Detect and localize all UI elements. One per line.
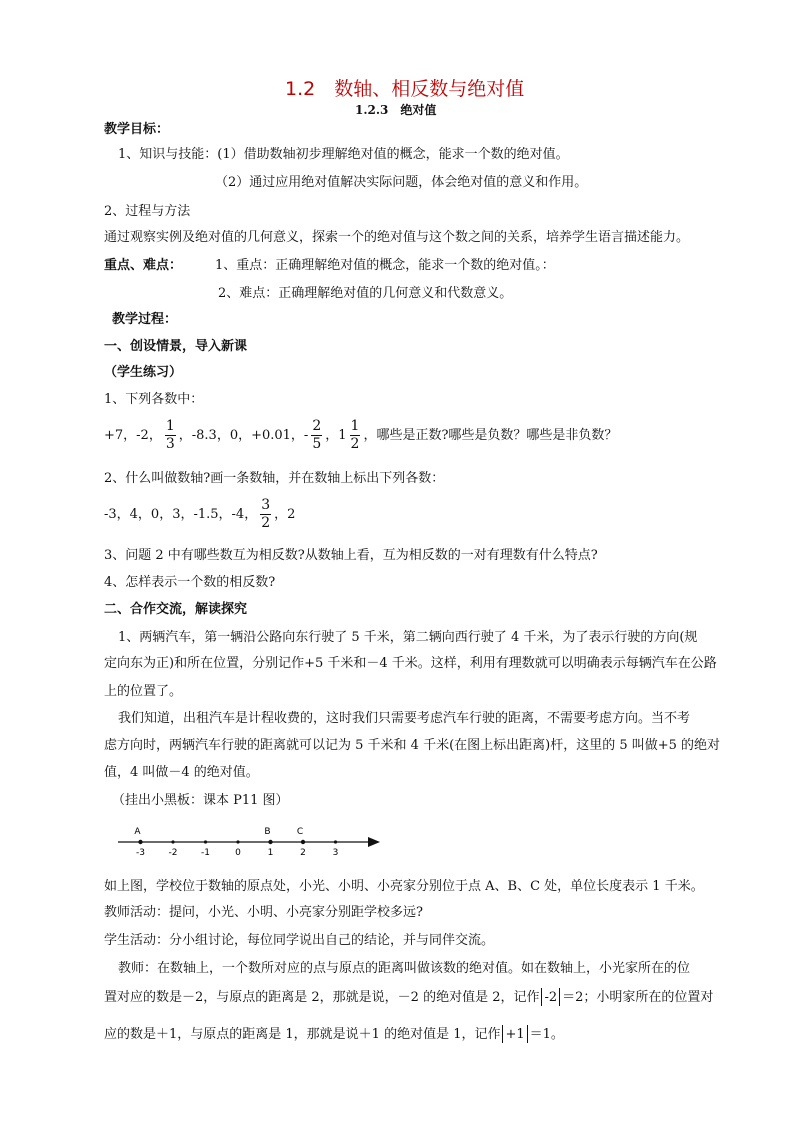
goal-2-text: 通过观察实例及绝对值的几何意义，探索一个的绝对值与这个数之间的关系，培养学生语言描述能力。 <box>104 230 690 245</box>
paragraph-4-line-3 <box>104 1025 564 1043</box>
paragraph-2-line-2: 虑方向时，两辆汽车行驶的距离就可以记为 5 千米和 4 千米(在图上标出距离)杆，这里的 5 叫做+5 的绝对 <box>104 738 721 753</box>
point-c-marker <box>301 840 305 844</box>
question-1-list <box>104 418 617 453</box>
question-1: 1、下列各数中： <box>104 392 204 407</box>
fraction-denominator: 2 <box>261 515 271 531</box>
process-heading: 教学过程： <box>112 312 178 327</box>
fraction-numerator: 1 <box>350 418 360 434</box>
goals-heading: 教学目标： <box>104 122 170 137</box>
teacher-activity: 教师活动：提问，小光、小明、小亮家分别距学校多远? <box>104 905 423 920</box>
abs-value-inner: +1 <box>505 1026 525 1042</box>
goal-1b: （2）通过应用绝对值解决实际问题，体会绝对值的意义和作用。 <box>215 175 588 190</box>
axis-tick <box>334 840 337 843</box>
abs-bar-left <box>502 1025 503 1043</box>
axis-tick-label: 0 <box>235 848 241 858</box>
list-text: +7，-2， <box>104 428 162 443</box>
list-text: ，1 <box>325 428 347 443</box>
paragraph-2-line-1: 我们知道，出租汽车是计程收费的，这时我们只需要考虑汽车行驶的距离，不需要考虑方向。当不考 <box>118 711 691 726</box>
fraction-denominator: 5 <box>312 436 322 452</box>
question-2-list <box>104 497 295 532</box>
list-text: ，-8.3，0，+0.01，- <box>178 428 309 443</box>
fraction-one-half <box>350 418 361 453</box>
text-segment: 置对应的数是－2，与原点的距离是 2，那就是说，－2 的绝对值是 2，记作 <box>104 989 540 1005</box>
student-activity: 学生活动：分小组讨论，每位同学说出自己的结论，并与同伴交流。 <box>104 933 495 948</box>
fraction-one-third <box>165 418 176 453</box>
question-2: 2、什么叫做数轴?画一条数轴，并在数轴上标出下列各数： <box>104 471 445 486</box>
page-title: 1.2 数轴、相反数与绝对值 <box>285 78 525 100</box>
paragraph-1-line-2: 定向东为正)和所在位置，分别记作+5 千米和－4 千米。这样，利用有理数就可以明确表示每辆汽车在公路 <box>104 656 717 671</box>
point-a-marker <box>138 840 142 844</box>
paragraph-3: 如上图，学校位于数轴的原点处，小光、小明、小亮家分别位于点 A、B、C 处，单位长度表示 1 千米。 <box>104 879 704 894</box>
point-b-label: B <box>264 827 271 837</box>
abs-bar-left <box>541 988 542 1006</box>
list-text: ，2 <box>274 507 296 522</box>
paragraph-1-line-1: 1、两辆汽车，第一辆沿公路向东行驶了 5 千米，第二辆向西行驶了 4 千米，为了表示行驶的方向(规 <box>118 630 698 645</box>
fraction-denominator: 3 <box>165 436 175 452</box>
fraction-two-fifths <box>311 418 322 453</box>
key-label: 重点、难点： <box>104 258 183 273</box>
paragraph-1-line-3: 上的位置了。 <box>104 684 183 699</box>
abs-bar-right <box>559 988 560 1006</box>
point-c-label: C <box>296 827 304 837</box>
fraction-numerator: 2 <box>312 418 322 434</box>
axis-tick-label: -1 <box>201 848 210 858</box>
goal-1: 1、知识与技能：(1）借助数轴初步理解绝对值的概念，能求一个数的绝对值。 <box>118 147 569 162</box>
question-4: 4、怎样表示一个数的相反数? <box>104 575 276 590</box>
paragraph-4-line-1: 教师：在数轴上，一个数所对应的点与原点的距离叫做该数的绝对值。如在数轴上，小光家所在的位 <box>118 961 691 976</box>
paragraph-4-line-2 <box>104 988 713 1006</box>
section-2-heading: 二、合作交流，解读探究 <box>104 602 248 617</box>
axis-tick <box>236 840 239 843</box>
axis-tick-label: -2 <box>168 848 178 858</box>
axis-arrow-icon <box>368 837 380 847</box>
abs-bar-right <box>527 1025 528 1043</box>
fraction-numerator: 1 <box>165 418 175 434</box>
text-segment: ＝1。 <box>529 1026 564 1042</box>
paragraph-2-line-3: 值，4 叫做－4 的绝对值。 <box>104 765 259 780</box>
number-line-figure <box>110 818 385 860</box>
board-note: （挂出小黑板：课本 P11 图） <box>112 793 289 808</box>
abs-value-inner: -2 <box>544 989 558 1005</box>
axis-tick-label: -3 <box>136 848 145 858</box>
text-segment: 应的数是＋1，与原点的距离是 1，那就是说＋1 的绝对值是 1，记作 <box>104 1026 501 1042</box>
key-point-2: 2、难点：正确理解绝对值的几何意义和代数意义。 <box>218 286 513 301</box>
list-text: ，哪些是正数?哪些是负数？哪些是非负数？ <box>363 428 618 443</box>
axis-tick-label: 2 <box>300 848 306 858</box>
goal-2: 2、过程与方法 <box>104 204 191 219</box>
section-subtitle: 1.2.3 绝对值 <box>355 103 437 117</box>
fraction-three-halves <box>260 497 271 532</box>
point-b-marker <box>268 840 272 844</box>
practice-label: （学生练习） <box>104 365 183 380</box>
section-1-heading: 一、创设情景，导入新课 <box>104 339 248 354</box>
fraction-denominator: 2 <box>350 436 360 452</box>
text-segment: ＝2；小明家所在的位置对 <box>562 989 714 1005</box>
axis-tick <box>171 840 174 843</box>
point-a-label: A <box>134 827 141 837</box>
axis-tick-label: 3 <box>332 848 339 858</box>
axis-tick <box>204 840 207 843</box>
question-3: 3、问题 2 中有哪些数互为相反数?从数轴上看，互为相反数的一对有理数有什么特点? <box>104 548 598 563</box>
key-point-1: 1、重点：正确理解绝对值的概念，能求一个数的绝对值。： <box>215 258 555 273</box>
list-text: -3，4，0，3，-1.5，-4， <box>104 507 258 522</box>
fraction-numerator: 3 <box>261 497 271 513</box>
axis-tick-label: 1 <box>267 848 274 858</box>
